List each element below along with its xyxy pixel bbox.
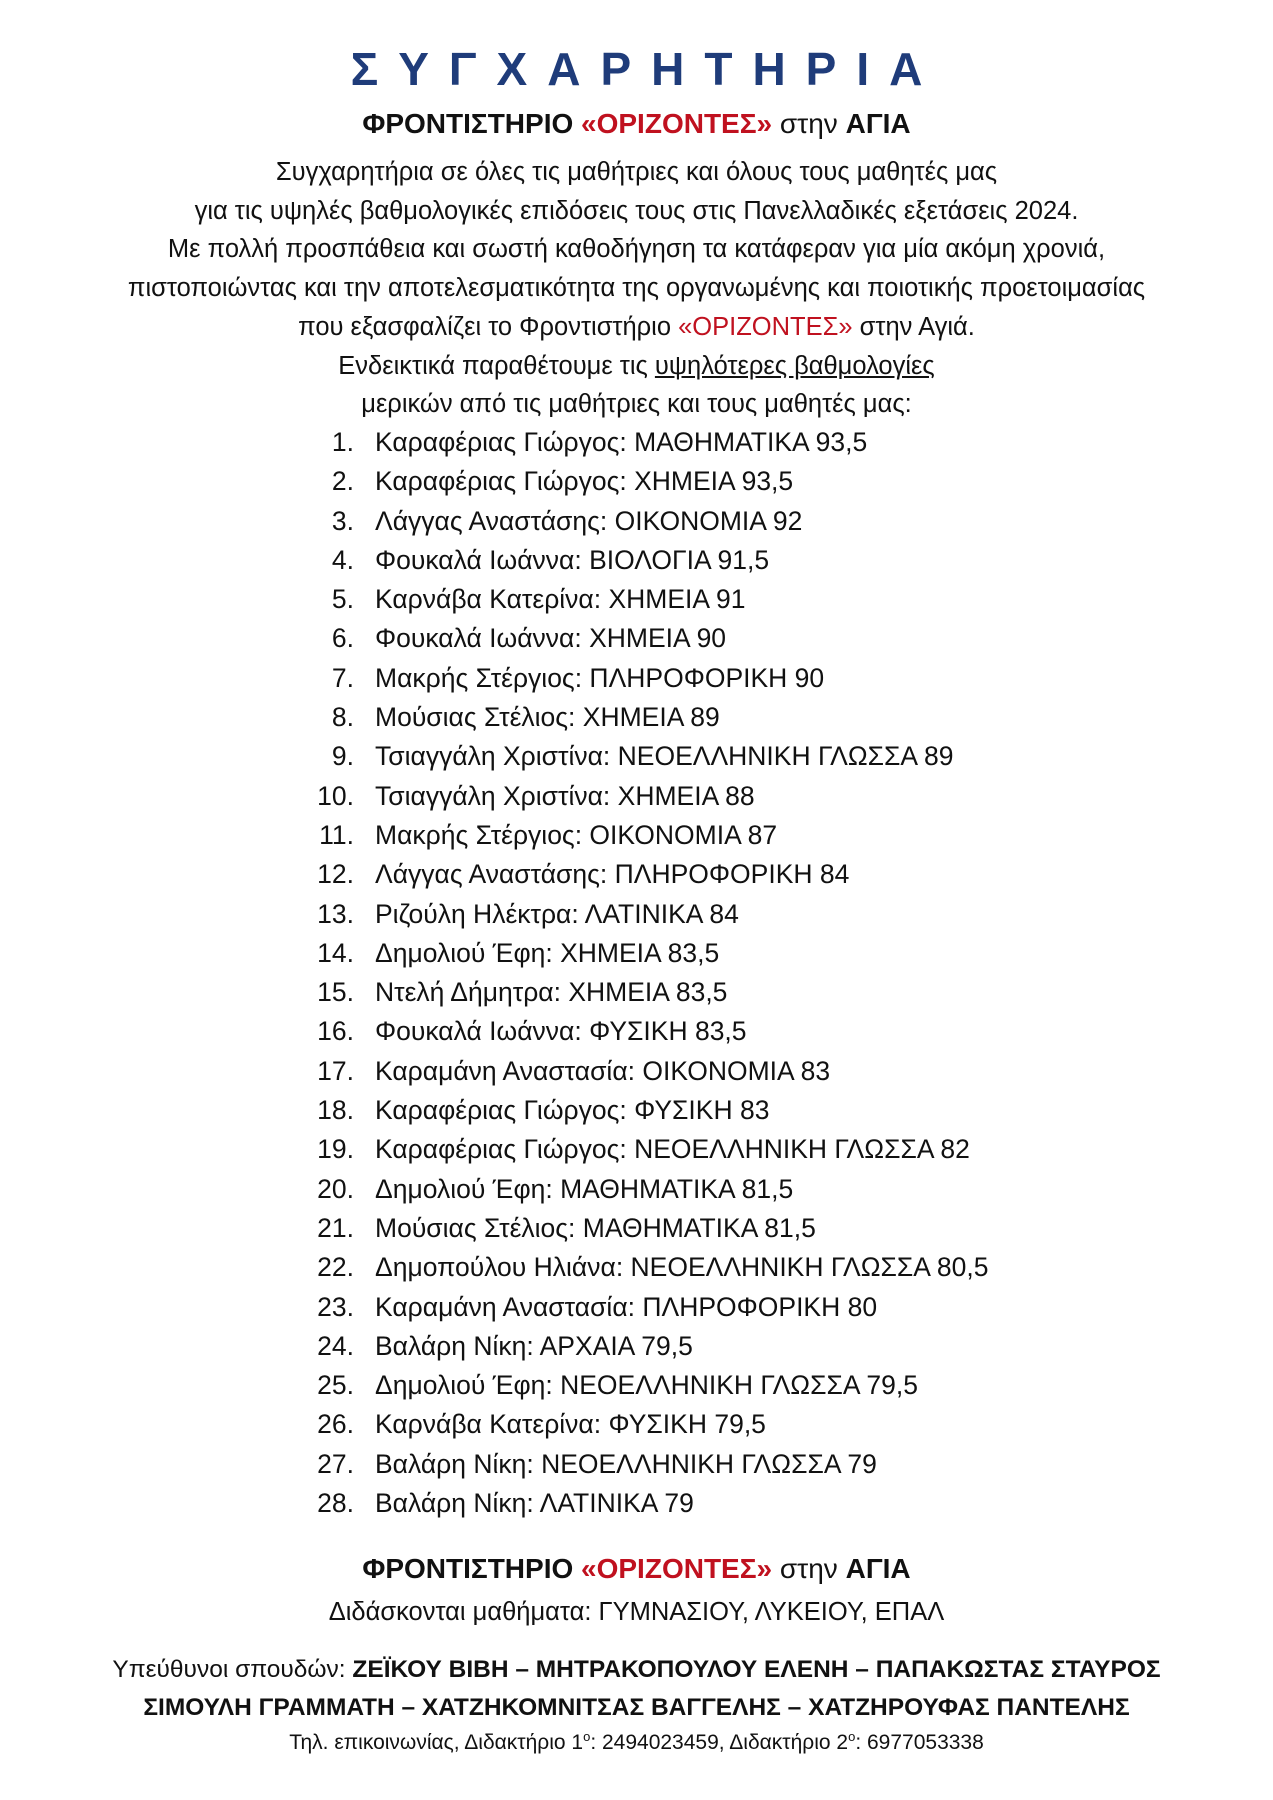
- list-item: [0, 855, 988, 894]
- list-item: [0, 1288, 988, 1327]
- contact-text: : 2494023459, Διδακτήριο 2: [590, 1731, 849, 1754]
- list-item: [0, 580, 988, 619]
- heading-middle: στην: [772, 108, 846, 139]
- intro-line: [40, 347, 1233, 386]
- list-item: [0, 973, 988, 1012]
- heading-brand: «ΟΡΙΖΟΝΤΕΣ»: [581, 1553, 773, 1584]
- school-heading-footer: [0, 1553, 1273, 1585]
- staff-line: ΣΙΜΟΥΛΗ ΓΡΑΜΜΑΤΗ – ΧΑΤΖΗΚΟΜΝΙΤΣΑΣ ΒΑΓΓΕΛΗΣ – ΧΑΤΖΗΡΟΥΦΑΣ ΠΑΝΤΕΛΗΣ: [143, 1694, 1130, 1721]
- intro-text: Ενδεικτικά παραθέτουμε τις: [338, 351, 655, 380]
- list-item-number: 12.: [317, 859, 354, 890]
- list-item: [0, 1405, 988, 1444]
- intro-text: στην Αγιά.: [852, 312, 975, 341]
- list-item-number: 5.: [331, 584, 354, 615]
- list-item-number: 16.: [317, 1016, 354, 1047]
- list-item: [0, 462, 988, 501]
- list-item-text: Δημολιού Έφη: ΜΑΘΗΜΑΤΙΚΑ 81,5: [375, 1173, 794, 1204]
- intro-line: Με πολλή προσπάθεια και σωστή καθοδήγηση τα κατάφεραν για μία ακόμη χρονιά,: [167, 235, 1106, 264]
- list-item-number: 23.: [317, 1291, 354, 1322]
- list-item: [0, 619, 988, 658]
- list-item-number: 13.: [317, 898, 354, 929]
- list-item-text: Ντελή Δήμητρα: ΧΗΜΕΙΑ 83,5: [375, 977, 728, 1008]
- list-item-text: Τσιαγγάλη Χριστίνα: ΧΗΜΕΙΑ 88: [375, 780, 755, 811]
- list-item-text: Μακρής Στέργιος: ΟΙΚΟΝΟΜΙΑ 87: [375, 819, 778, 850]
- list-item: [0, 1130, 988, 1169]
- staff-block: [0, 1651, 1273, 1727]
- intro-line: για τις υψηλές βαθμολογικές επιδόσεις τους στις Πανελλαδικές εξετάσεις 2024.: [194, 196, 1079, 225]
- results-list: [0, 423, 988, 1523]
- list-item-text: Λάγγας Αναστάσης: ΟΙΚΟΝΟΜΙΑ 92: [375, 505, 803, 536]
- list-item-number: 17.: [317, 1055, 354, 1086]
- list-item-text: Τσιαγγάλη Χριστίνα: ΝΕΟΕΛΛΗΝΙΚΗ ΓΛΩΣΣΑ 89: [375, 741, 954, 772]
- intro-line: [40, 308, 1233, 347]
- list-item-text: Μακρής Στέργιος: ΠΛΗΡΟΦΟΡΙΚΗ 90: [375, 662, 825, 693]
- list-item-number: 2.: [331, 466, 354, 497]
- page-title: ΣΥΓΧΑΡΗΤΗΡΙΑ: [350, 43, 943, 95]
- list-item: [0, 1170, 988, 1209]
- list-item-number: 20.: [317, 1173, 354, 1204]
- list-item-text: Βαλάρη Νίκη: ΑΡΧΑΙΑ 79,5: [375, 1330, 693, 1361]
- heading-place: ΑΓΙΑ: [845, 1553, 911, 1584]
- intro-underlined: υψηλότερες βαθμολογίες: [654, 351, 935, 380]
- list-item-text: Καραφέριας Γιώργος: ΦΥΣΙΚΗ 83: [375, 1095, 770, 1126]
- list-item: [0, 1445, 988, 1484]
- list-item-text: Φουκαλά Ιωάννα: ΦΥΣΙΚΗ 83,5: [375, 1016, 747, 1047]
- list-item: [0, 816, 988, 855]
- list-item-text: Ριζούλη Ηλέκτρα: ΛΑΤΙΝΙΚΑ 84: [375, 898, 739, 929]
- list-item-text: Βαλάρη Νίκη: ΛΑΤΙΝΙΚΑ 79: [375, 1488, 694, 1519]
- staff-label: Υπεύθυνοι σπουδών:: [112, 1656, 353, 1683]
- list-item: [0, 737, 988, 776]
- intro-text: που εξασφαλίζει το Φροντιστήριο: [298, 312, 679, 341]
- list-item-number: 25.: [317, 1370, 354, 1401]
- list-item-text: Καραφέριας Γιώργος: ΝΕΟΕΛΛΗΝΙΚΗ ΓΛΩΣΣΑ 82: [375, 1134, 970, 1165]
- heading-middle: στην: [772, 1553, 846, 1584]
- list-item-text: Δημολιού Έφη: ΝΕΟΕΛΛΗΝΙΚΗ ΓΛΩΣΣΑ 79,5: [375, 1370, 919, 1401]
- courses-taught: Διδάσκονται μαθήματα: ΓΥΜΝΑΣΙΟΥ, ΛΥΚΕΙΟΥ, ΕΠΑΛ: [328, 1598, 945, 1626]
- school-heading: [0, 108, 1273, 140]
- list-item-number: 22.: [317, 1252, 354, 1283]
- list-item-text: Φουκαλά Ιωάννα: ΧΗΜΕΙΑ 90: [375, 623, 727, 654]
- list-item: [0, 541, 988, 580]
- list-item-text: Φουκαλά Ιωάννα: ΒΙΟΛΟΓΙΑ 91,5: [375, 544, 770, 575]
- heading-prefix: ΦΡΟΝΤΙΣΤΗΡΙΟ: [362, 108, 582, 139]
- list-item-number: 4.: [331, 544, 354, 575]
- list-item-text: Βαλάρη Νίκη: ΝΕΟΕΛΛΗΝΙΚΗ ΓΛΩΣΣΑ 79: [375, 1448, 877, 1479]
- list-item-text: Καραμάνη Αναστασία: ΠΛΗΡΟΦΟΡΙΚΗ 80: [375, 1291, 878, 1322]
- list-item-number: 24.: [317, 1330, 354, 1361]
- intro-line: μερικών από τις μαθήτριες και τους μαθητές μας:: [361, 390, 912, 419]
- list-item: [0, 1327, 988, 1366]
- list-item-number: 11.: [319, 819, 354, 850]
- list-item: [0, 698, 988, 737]
- list-item: [0, 1366, 988, 1405]
- list-item: [0, 1012, 988, 1051]
- list-item: [0, 1091, 988, 1130]
- list-item-number: 9.: [331, 741, 354, 772]
- list-item-number: 21.: [317, 1212, 354, 1243]
- staff-line: [0, 1651, 1273, 1689]
- list-item-text: Δημολιού Έφη: ΧΗΜΕΙΑ 83,5: [375, 937, 720, 968]
- list-item: [0, 1248, 988, 1287]
- intro-line: Συγχαρητήρια σε όλες τις μαθήτριες και όλους τους μαθητές μας: [275, 158, 998, 186]
- list-item-number: 27.: [317, 1448, 354, 1479]
- intro-brand: «ΟΡΙΖΟΝΤΕΣ»: [678, 312, 853, 341]
- list-item-text: Καρνάβα Κατερίνα: ΧΗΜΕΙΑ 91: [375, 584, 746, 615]
- list-item: [0, 895, 988, 934]
- intro-paragraph: [40, 153, 1233, 424]
- list-item-number: 7.: [331, 662, 354, 693]
- list-item-number: 1.: [331, 427, 354, 457]
- heading-place: ΑΓΙΑ: [845, 108, 911, 139]
- contact-text: Τηλ. επικοινωνίας, Διδακτήριο 1: [289, 1731, 584, 1754]
- contact-text: : 6977053338: [855, 1731, 984, 1754]
- contact-sup: ο: [848, 1729, 856, 1744]
- intro-line: πιστοποιώντας και την αποτελεσματικότητα της οργανωμένης και ποιοτικής προετοιμασίας: [127, 274, 1146, 303]
- list-item-number: 19.: [317, 1134, 354, 1165]
- list-item: [0, 1209, 988, 1248]
- list-item: [0, 934, 988, 973]
- list-item-text: Καραφέριας Γιώργος: ΜΑΘΗΜΑΤΙΚΑ 93,5: [375, 427, 868, 457]
- list-item-number: 3.: [331, 505, 354, 536]
- list-item: [0, 1484, 988, 1523]
- list-item-text: Μούσιας Στέλιος: ΜΑΘΗΜΑΤΙΚΑ 81,5: [375, 1212, 816, 1243]
- list-item-number: 15.: [317, 977, 354, 1008]
- heading-prefix: ΦΡΟΝΤΙΣΤΗΡΙΟ: [362, 1553, 582, 1584]
- list-item-number: 8.: [331, 702, 354, 733]
- list-item-text: Καραφέριας Γιώργος: ΧΗΜΕΙΑ 93,5: [375, 466, 794, 497]
- list-item: [0, 777, 988, 816]
- contact-sup: ο: [583, 1729, 591, 1744]
- list-item-number: 10.: [317, 780, 354, 811]
- list-item-text: Καρνάβα Κατερίνα: ΦΥΣΙΚΗ 79,5: [375, 1409, 766, 1440]
- contact-line: [0, 1729, 1273, 1755]
- list-item: [0, 659, 988, 698]
- list-item-number: 28.: [317, 1488, 354, 1519]
- list-item-text: Λάγγας Αναστάσης: ΠΛΗΡΟΦΟΡΙΚΗ 84: [375, 859, 850, 890]
- list-item-number: 18.: [317, 1095, 354, 1126]
- list-item: [0, 502, 988, 541]
- list-item: [0, 423, 988, 462]
- list-item: [0, 1052, 988, 1091]
- list-item-text: Δημοπούλου Ηλιάνα: ΝΕΟΕΛΛΗΝΙΚΗ ΓΛΩΣΣΑ 80,5: [375, 1252, 989, 1283]
- list-item-number: 14.: [317, 937, 354, 968]
- list-item-number: 26.: [317, 1409, 354, 1440]
- list-item-text: Μούσιας Στέλιος: ΧΗΜΕΙΑ 89: [375, 702, 720, 733]
- staff-names: ΖΕΪΚΟΥ ΒΙΒΗ – ΜΗΤΡΑΚΟΠΟΥΛΟΥ ΕΛΕΝΗ – ΠΑΠΑΚΩΣΤΑΣ ΣΤΑΥΡΟΣ: [352, 1656, 1161, 1683]
- list-item-number: 6.: [331, 623, 354, 654]
- heading-brand: «ΟΡΙΖΟΝΤΕΣ»: [581, 108, 773, 139]
- list-item-text: Καραμάνη Αναστασία: ΟΙΚΟΝΟΜΙΑ 83: [375, 1055, 831, 1086]
